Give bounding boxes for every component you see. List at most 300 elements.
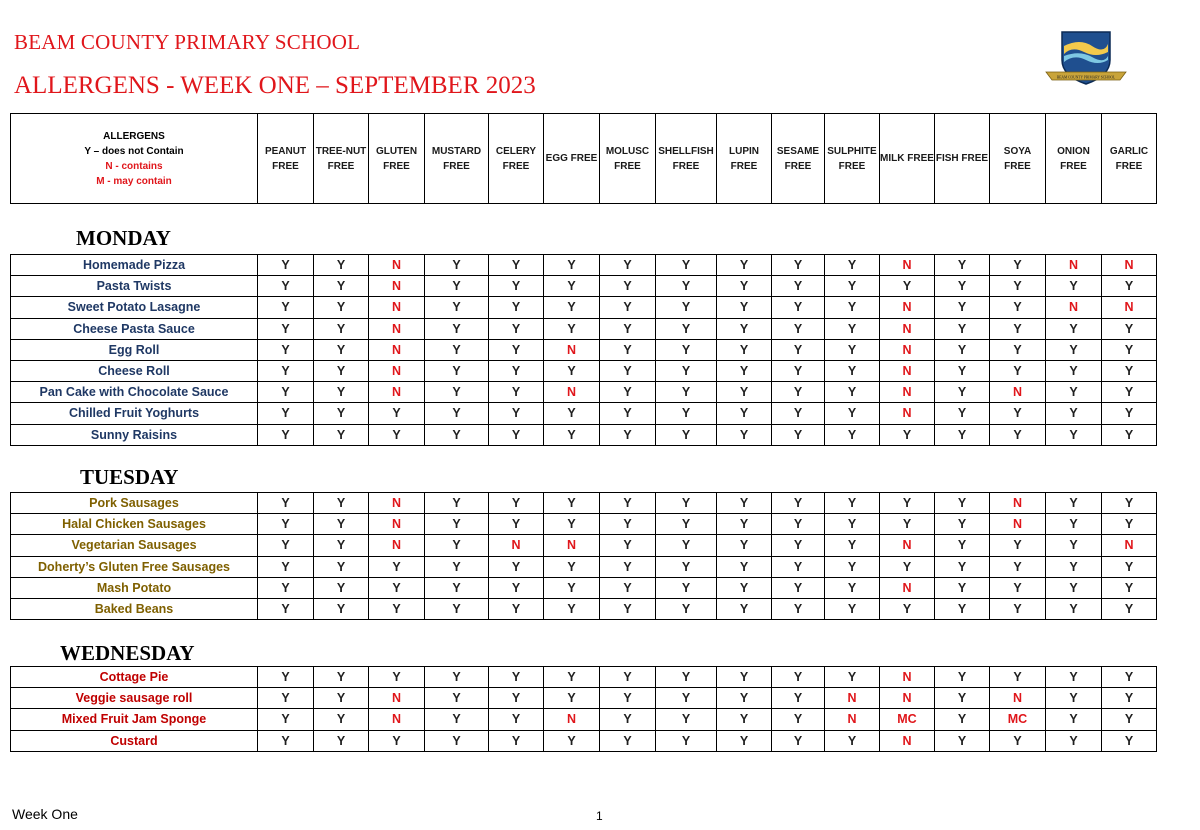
allergen-cell: Y — [935, 318, 990, 339]
allergen-cell: Y — [425, 493, 489, 514]
allergen-cell: N — [369, 493, 425, 514]
allergen-cell: Y — [489, 382, 544, 403]
allergen-cell: Y — [258, 403, 314, 424]
allergen-cell: Y — [656, 598, 717, 619]
allergen-cell: Y — [314, 339, 369, 360]
allergen-cell: Y — [717, 403, 772, 424]
allergen-cell: Y — [1046, 730, 1102, 751]
allergen-cell: Y — [600, 255, 656, 276]
allergen-cell: Y — [825, 730, 880, 751]
school-crest-logo — [1040, 26, 1132, 88]
menu-item-name: Cheese Pasta Sauce — [11, 318, 258, 339]
allergen-cell: Y — [1102, 514, 1157, 535]
allergen-cell: Y — [717, 318, 772, 339]
allergen-cell: Y — [544, 403, 600, 424]
allergen-cell: Y — [314, 709, 369, 730]
menu-item-name: Pork Sausages — [11, 493, 258, 514]
table-row — [11, 667, 1157, 688]
table-row — [11, 514, 1157, 535]
allergen-cell: Y — [369, 730, 425, 751]
allergen-cell: Y — [425, 688, 489, 709]
allergen-cell: Y — [772, 688, 825, 709]
allergen-cell: Y — [935, 403, 990, 424]
allergen-cell: Y — [369, 424, 425, 445]
column-header: GLUTEN FREE — [369, 114, 425, 204]
column-header: TREE-NUT FREE — [314, 114, 369, 204]
allergen-cell: Y — [990, 598, 1046, 619]
allergen-cell: Y — [825, 318, 880, 339]
column-header: EGG FREE — [544, 114, 600, 204]
allergen-cell: Y — [600, 688, 656, 709]
allergen-cell: Y — [1102, 577, 1157, 598]
allergen-cell: Y — [600, 424, 656, 445]
allergen-cell: N — [1046, 255, 1102, 276]
allergen-cell: Y — [600, 403, 656, 424]
allergen-cell: Y — [489, 297, 544, 318]
allergen-cell: Y — [258, 297, 314, 318]
allergen-cell: N — [880, 667, 935, 688]
allergen-cell: N — [369, 297, 425, 318]
allergen-cell: Y — [935, 556, 990, 577]
allergen-cell: Y — [600, 339, 656, 360]
allergen-cell: Y — [314, 577, 369, 598]
legend-m: M - may contain — [96, 175, 172, 187]
allergen-cell: Y — [717, 424, 772, 445]
allergen-header-table — [10, 113, 1157, 204]
allergen-cell: Y — [600, 730, 656, 751]
allergen-cell: Y — [990, 339, 1046, 360]
allergen-cell: Y — [425, 297, 489, 318]
allergen-cell: Y — [489, 255, 544, 276]
allergen-cell: N — [880, 688, 935, 709]
allergen-cell: N — [880, 403, 935, 424]
allergen-cell: Y — [425, 535, 489, 556]
allergen-cell: Y — [314, 403, 369, 424]
allergen-cell: Y — [772, 667, 825, 688]
allergen-cell: Y — [314, 276, 369, 297]
allergen-cell: Y — [772, 339, 825, 360]
allergen-cell: MC — [880, 709, 935, 730]
allergen-cell: Y — [880, 598, 935, 619]
allergen-cell: N — [544, 709, 600, 730]
allergen-cell: Y — [880, 514, 935, 535]
allergen-cell: Y — [600, 514, 656, 535]
allergen-cell: Y — [772, 556, 825, 577]
allergen-cell: Y — [772, 598, 825, 619]
allergen-cell: Y — [258, 318, 314, 339]
table-row — [11, 556, 1157, 577]
allergen-cell: Y — [314, 598, 369, 619]
allergen-cell: Y — [656, 382, 717, 403]
allergen-cell: Y — [1102, 276, 1157, 297]
allergen-cell: Y — [258, 255, 314, 276]
allergen-cell: Y — [717, 556, 772, 577]
menu-item-name: Baked Beans — [11, 598, 258, 619]
allergen-cell: Y — [717, 598, 772, 619]
allergen-cell: Y — [825, 360, 880, 381]
allergen-cell: Y — [314, 667, 369, 688]
allergen-cell: Y — [425, 255, 489, 276]
allergen-cell: N — [880, 382, 935, 403]
column-header: MUSTARD FREE — [425, 114, 489, 204]
allergen-cell: Y — [656, 709, 717, 730]
table-row — [11, 255, 1157, 276]
allergen-cell: Y — [314, 535, 369, 556]
allergen-cell: Y — [600, 535, 656, 556]
allergen-cell: Y — [489, 339, 544, 360]
allergen-cell: Y — [825, 255, 880, 276]
allergen-cell: Y — [1046, 709, 1102, 730]
allergen-legend — [11, 114, 258, 204]
allergen-cell: Y — [825, 577, 880, 598]
allergen-cell: Y — [544, 493, 600, 514]
allergen-cell: Y — [258, 688, 314, 709]
allergen-cell: Y — [935, 382, 990, 403]
allergen-cell: Y — [489, 556, 544, 577]
allergen-cell: Y — [369, 598, 425, 619]
allergen-cell: Y — [656, 318, 717, 339]
allergen-cell: Y — [600, 709, 656, 730]
allergen-cell: Y — [825, 382, 880, 403]
allergen-cell: Y — [258, 424, 314, 445]
allergen-cell: Y — [935, 577, 990, 598]
allergen-cell: N — [990, 382, 1046, 403]
allergen-cell: Y — [656, 730, 717, 751]
menu-item-name: Veggie sausage roll — [11, 688, 258, 709]
allergen-cell: Y — [717, 514, 772, 535]
allergen-cell: N — [369, 535, 425, 556]
allergen-cell: Y — [314, 424, 369, 445]
allergen-cell: Y — [1102, 339, 1157, 360]
school-name: BEAM COUNTY PRIMARY SCHOOL — [14, 30, 361, 54]
allergen-cell: Y — [544, 667, 600, 688]
allergen-cell: Y — [1046, 667, 1102, 688]
menu-item-name: Halal Chicken Sausages — [11, 514, 258, 535]
allergen-cell: Y — [935, 667, 990, 688]
allergen-cell: N — [990, 514, 1046, 535]
allergen-cell: Y — [258, 382, 314, 403]
allergen-cell: Y — [990, 667, 1046, 688]
allergen-cell: Y — [369, 556, 425, 577]
allergen-cell: Y — [1046, 556, 1102, 577]
allergen-cell: Y — [1102, 730, 1157, 751]
legend-title: ALLERGENS — [103, 130, 165, 142]
allergen-cell: Y — [825, 598, 880, 619]
allergen-cell: Y — [425, 382, 489, 403]
allergen-cell: Y — [656, 339, 717, 360]
allergen-cell: Y — [656, 493, 717, 514]
allergen-cell: Y — [825, 493, 880, 514]
column-header: LUPIN FREE — [717, 114, 772, 204]
allergen-cell: Y — [935, 339, 990, 360]
allergen-cell: Y — [1046, 403, 1102, 424]
menu-item-name: Pan Cake with Chocolate Sauce — [11, 382, 258, 403]
allergen-cell: Y — [1046, 360, 1102, 381]
allergen-cell: N — [369, 382, 425, 403]
allergen-cell: Y — [600, 556, 656, 577]
allergen-cell: Y — [990, 424, 1046, 445]
menu-item-name: Mixed Fruit Jam Sponge — [11, 709, 258, 730]
allergen-cell: Y — [600, 318, 656, 339]
allergen-cell: Y — [656, 276, 717, 297]
allergen-cell: Y — [717, 255, 772, 276]
allergen-cell: N — [880, 535, 935, 556]
table-row — [11, 493, 1157, 514]
allergen-cell: Y — [656, 297, 717, 318]
allergen-cell: Y — [544, 577, 600, 598]
table-row — [11, 403, 1157, 424]
allergen-cell: N — [369, 360, 425, 381]
allergen-cell: Y — [1102, 688, 1157, 709]
allergen-cell: Y — [935, 297, 990, 318]
allergen-cell: Y — [425, 556, 489, 577]
menu-item-name: Sweet Potato Lasagne — [11, 297, 258, 318]
allergen-cell: Y — [489, 493, 544, 514]
allergen-cell: Y — [544, 297, 600, 318]
allergen-cell: Y — [1102, 598, 1157, 619]
allergen-cell: Y — [717, 493, 772, 514]
allergen-cell: Y — [425, 276, 489, 297]
allergen-cell: Y — [314, 556, 369, 577]
allergen-cell: Y — [425, 667, 489, 688]
allergen-cell: Y — [1102, 403, 1157, 424]
footer-week-label: Week One — [12, 806, 78, 822]
allergen-cell: Y — [369, 403, 425, 424]
allergen-cell: N — [880, 360, 935, 381]
allergen-cell: N — [369, 318, 425, 339]
menu-title: ALLERGENS - WEEK ONE – SEPTEMBER 2023 — [14, 72, 536, 99]
allergen-cell: Y — [772, 360, 825, 381]
allergen-cell: Y — [935, 276, 990, 297]
allergen-cell: Y — [772, 382, 825, 403]
allergen-cell: Y — [544, 318, 600, 339]
column-header: SHELLFISH FREE — [656, 114, 717, 204]
allergen-cell: Y — [1102, 556, 1157, 577]
allergen-cell: Y — [489, 403, 544, 424]
allergen-cell: Y — [425, 598, 489, 619]
allergen-cell: Y — [1046, 688, 1102, 709]
allergen-cell: Y — [258, 493, 314, 514]
allergen-cell: N — [880, 339, 935, 360]
header-row — [11, 114, 1157, 204]
column-header: PEANUT FREE — [258, 114, 314, 204]
allergen-cell: Y — [600, 297, 656, 318]
allergen-cell: Y — [600, 493, 656, 514]
allergen-cell: Y — [1046, 514, 1102, 535]
menu-item-name: Pasta Twists — [11, 276, 258, 297]
allergen-cell: N — [369, 255, 425, 276]
allergen-cell: Y — [825, 556, 880, 577]
allergen-cell: Y — [880, 493, 935, 514]
allergen-cell: Y — [717, 276, 772, 297]
allergen-cell: Y — [1046, 318, 1102, 339]
allergen-cell: N — [990, 493, 1046, 514]
allergen-cell: Y — [1102, 493, 1157, 514]
allergen-cell: Y — [825, 514, 880, 535]
allergen-cell: Y — [425, 360, 489, 381]
allergen-cell: Y — [258, 709, 314, 730]
allergen-cell: Y — [258, 276, 314, 297]
day-allergen-table — [10, 666, 1157, 752]
allergen-cell: Y — [489, 667, 544, 688]
allergen-cell: Y — [489, 730, 544, 751]
allergen-cell: N — [1102, 255, 1157, 276]
allergen-cell: Y — [880, 424, 935, 445]
allergen-cell: Y — [314, 255, 369, 276]
allergen-cell: N — [1046, 297, 1102, 318]
allergen-cell: Y — [935, 514, 990, 535]
allergen-cell: Y — [935, 535, 990, 556]
allergen-cell: Y — [314, 688, 369, 709]
allergen-cell: Y — [656, 688, 717, 709]
allergen-cell: Y — [772, 297, 825, 318]
menu-item-name: Egg Roll — [11, 339, 258, 360]
allergen-cell: Y — [258, 514, 314, 535]
table-row — [11, 297, 1157, 318]
allergen-cell: Y — [990, 730, 1046, 751]
allergen-cell: Y — [544, 276, 600, 297]
page-number: 1 — [596, 809, 603, 823]
allergen-cell: Y — [369, 667, 425, 688]
allergen-cell: Y — [825, 276, 880, 297]
allergen-cell: Y — [825, 667, 880, 688]
column-header: FISH FREE — [935, 114, 990, 204]
allergen-cell: Y — [935, 255, 990, 276]
allergen-cell: Y — [314, 297, 369, 318]
allergen-cell: Y — [425, 514, 489, 535]
allergen-cell: Y — [772, 403, 825, 424]
table-row — [11, 688, 1157, 709]
allergen-cell: Y — [544, 424, 600, 445]
allergen-cell: Y — [425, 318, 489, 339]
allergen-cell: N — [369, 688, 425, 709]
allergen-cell: Y — [772, 276, 825, 297]
allergen-cell: N — [880, 255, 935, 276]
allergen-cell: Y — [489, 360, 544, 381]
column-header: CELERY FREE — [489, 114, 544, 204]
allergen-cell: Y — [656, 535, 717, 556]
allergen-cell: Y — [880, 556, 935, 577]
allergen-cell: N — [880, 297, 935, 318]
allergen-cell: Y — [935, 598, 990, 619]
allergen-cell: Y — [258, 667, 314, 688]
table-row — [11, 535, 1157, 556]
allergen-cell: N — [369, 276, 425, 297]
legend-y: Y – does not Contain — [84, 145, 184, 157]
day-heading: MONDAY — [76, 226, 171, 250]
allergen-cell: Y — [772, 493, 825, 514]
allergen-cell: Y — [489, 318, 544, 339]
allergen-cell: Y — [600, 598, 656, 619]
allergen-cell: Y — [990, 276, 1046, 297]
allergen-cell: Y — [990, 577, 1046, 598]
table-row — [11, 577, 1157, 598]
allergen-cell: Y — [258, 730, 314, 751]
day-heading: TUESDAY — [80, 465, 179, 489]
menu-item-name: Chilled Fruit Yoghurts — [11, 403, 258, 424]
allergen-cell: Y — [258, 577, 314, 598]
allergen-cell: Y — [825, 535, 880, 556]
allergen-cell: Y — [600, 360, 656, 381]
table-row — [11, 318, 1157, 339]
logo-banner-text: BEAM COUNTY PRIMARY SCHOOL — [1056, 75, 1116, 80]
allergen-cell: Y — [990, 535, 1046, 556]
menu-item-name: Mash Potato — [11, 577, 258, 598]
column-header: GARLIC FREE — [1102, 114, 1157, 204]
allergen-cell: Y — [1102, 424, 1157, 445]
allergen-cell: Y — [717, 730, 772, 751]
menu-item-name: Vegetarian Sausages — [11, 535, 258, 556]
allergen-cell: Y — [369, 577, 425, 598]
allergen-cell: Y — [1046, 577, 1102, 598]
allergen-cell: Y — [772, 255, 825, 276]
allergen-cell: N — [880, 730, 935, 751]
allergen-cell: Y — [544, 556, 600, 577]
allergen-cell: Y — [990, 255, 1046, 276]
allergen-cell: N — [990, 688, 1046, 709]
allergen-cell: Y — [825, 297, 880, 318]
allergen-cell: Y — [544, 514, 600, 535]
allergen-cell: Y — [656, 403, 717, 424]
menu-item-name: Cheese Roll — [11, 360, 258, 381]
allergen-cell: Y — [1046, 535, 1102, 556]
allergen-cell: Y — [314, 360, 369, 381]
allergen-cell: Y — [772, 709, 825, 730]
allergen-cell: Y — [314, 493, 369, 514]
allergen-cell: Y — [314, 318, 369, 339]
allergen-cell: Y — [825, 424, 880, 445]
table-row — [11, 424, 1157, 445]
allergen-cell: Y — [600, 667, 656, 688]
column-header: SULPHITE FREE — [825, 114, 880, 204]
allergen-cell: N — [825, 709, 880, 730]
allergen-cell: Y — [544, 598, 600, 619]
allergen-cell: Y — [544, 255, 600, 276]
menu-item-name: Custard — [11, 730, 258, 751]
table-row — [11, 339, 1157, 360]
allergen-cell: Y — [258, 535, 314, 556]
allergen-cell: N — [369, 514, 425, 535]
allergen-cell: Y — [314, 730, 369, 751]
allergen-cell: Y — [935, 360, 990, 381]
allergen-cell: Y — [489, 424, 544, 445]
allergen-cell: Y — [717, 667, 772, 688]
allergen-cell: Y — [717, 688, 772, 709]
column-header: MOLUSC FREE — [600, 114, 656, 204]
column-header: SESAME FREE — [772, 114, 825, 204]
allergen-cell: Y — [258, 598, 314, 619]
allergen-cell: Y — [772, 577, 825, 598]
allergen-cell: N — [880, 318, 935, 339]
allergen-cell: Y — [935, 730, 990, 751]
allergen-cell: Y — [1046, 276, 1102, 297]
allergen-cell: Y — [990, 297, 1046, 318]
allergen-cell: Y — [656, 514, 717, 535]
allergen-cell: N — [880, 577, 935, 598]
allergen-cell: Y — [489, 514, 544, 535]
allergen-cell: Y — [717, 709, 772, 730]
allergen-cell: Y — [489, 598, 544, 619]
allergen-cell: N — [1102, 535, 1157, 556]
allergen-cell: Y — [825, 339, 880, 360]
allergen-cell: Y — [935, 688, 990, 709]
allergen-cell: Y — [990, 360, 1046, 381]
allergen-cell: Y — [990, 556, 1046, 577]
allergen-cell: Y — [772, 424, 825, 445]
allergen-cell: Y — [656, 424, 717, 445]
allergen-cell: Y — [1102, 382, 1157, 403]
day-heading: WEDNESDAY — [60, 641, 195, 665]
